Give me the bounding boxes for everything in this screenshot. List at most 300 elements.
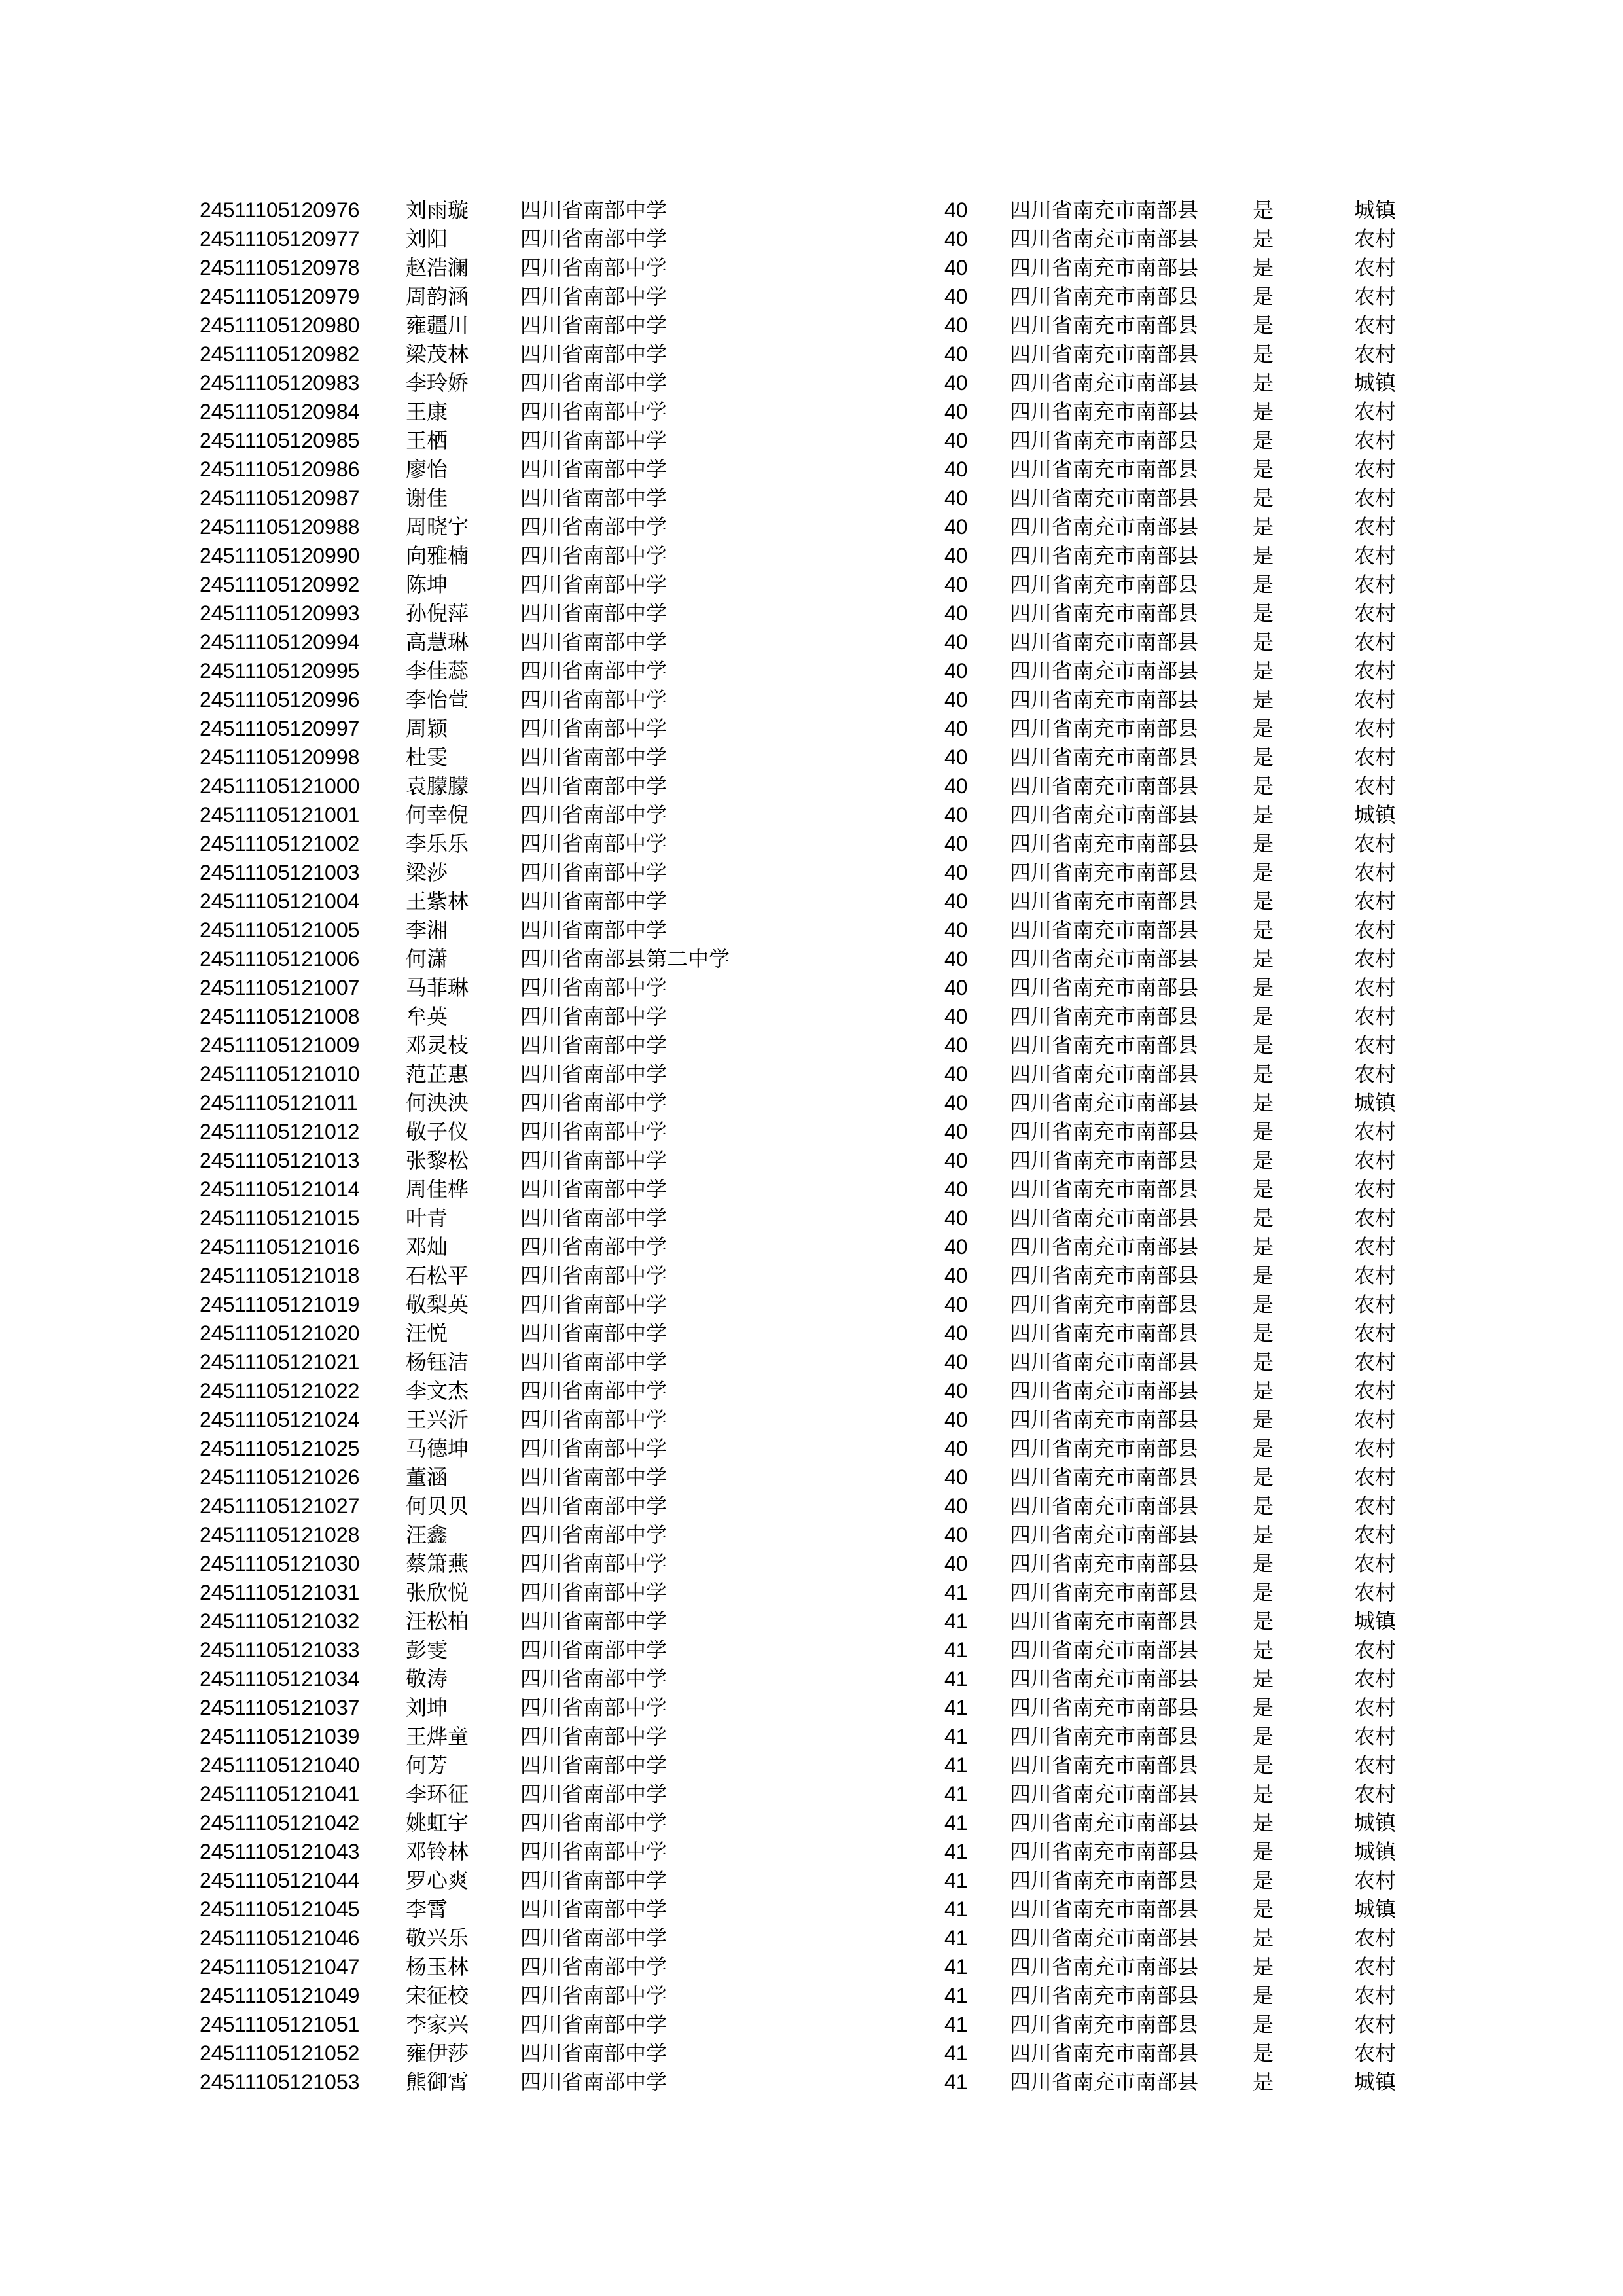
area-type-cell: 城镇 [1354, 371, 1397, 395]
area-type-cell: 农村 [1354, 832, 1397, 855]
student-name-cell: 杨玉林 [406, 1955, 469, 1979]
area-type-cell: 农村 [1354, 1955, 1397, 1979]
student-name-cell: 杜雯 [406, 745, 448, 769]
exam-id-cell: 24511105121027 [200, 1494, 360, 1518]
area-type-cell: 农村 [1354, 1293, 1397, 1316]
area-type-cell: 农村 [1354, 285, 1397, 308]
exam-id-cell: 24511105121021 [200, 1350, 360, 1374]
exam-id-cell: 24511105121049 [200, 1984, 360, 2007]
flag-cell: 是 [1253, 861, 1274, 884]
score-cell: 40 [944, 1033, 968, 1057]
roster-body [200, 196, 1419, 2096]
flag-cell: 是 [1253, 1552, 1274, 1575]
student-name-cell: 刘坤 [406, 1696, 448, 1719]
region-cell: 四川省南充市南部县 [1010, 1379, 1199, 1403]
school-cell: 四川省南部中学 [520, 861, 668, 884]
exam-id-cell: 24511105121051 [200, 2013, 360, 2036]
school-cell: 四川省南部中学 [520, 1149, 668, 1172]
student-name-cell: 梁茂林 [406, 342, 469, 366]
school-cell: 四川省南部中学 [520, 1379, 668, 1403]
area-type-cell: 农村 [1354, 573, 1397, 596]
table-row [200, 484, 1419, 512]
area-type-cell: 农村 [1354, 1984, 1397, 2007]
flag-cell: 是 [1253, 1206, 1274, 1230]
area-type-cell: 城镇 [1354, 1091, 1397, 1115]
student-name-cell: 李家兴 [406, 2013, 469, 2036]
score-cell: 41 [944, 2070, 968, 2094]
table-row [200, 397, 1419, 426]
school-cell: 四川省南部中学 [520, 1667, 668, 1691]
area-type-cell: 农村 [1354, 1321, 1397, 1345]
score-cell: 41 [944, 1926, 968, 1950]
region-cell: 四川省南充市南部县 [1010, 1321, 1199, 1345]
area-type-cell: 农村 [1354, 457, 1397, 481]
score-cell: 40 [944, 918, 968, 942]
school-cell: 四川省南部中学 [520, 573, 668, 596]
table-row [200, 1492, 1419, 1520]
exam-id-cell: 24511105121024 [200, 1408, 360, 1431]
score-cell: 40 [944, 1177, 968, 1201]
flag-cell: 是 [1253, 1264, 1274, 1287]
region-cell: 四川省南充市南部县 [1010, 1033, 1199, 1057]
flag-cell: 是 [1253, 1235, 1274, 1259]
school-cell: 四川省南部县第二中学 [520, 947, 730, 971]
exam-id-cell: 24511105120978 [200, 256, 360, 279]
score-cell: 40 [944, 861, 968, 884]
flag-cell: 是 [1253, 1638, 1274, 1662]
student-name-cell: 向雅楠 [406, 544, 469, 567]
table-row [200, 2039, 1419, 2068]
flag-cell: 是 [1253, 1177, 1274, 1201]
flag-cell: 是 [1253, 832, 1274, 855]
student-name-cell: 周韵涵 [406, 285, 469, 308]
flag-cell: 是 [1253, 1609, 1274, 1633]
table-row [200, 1060, 1419, 1088]
school-cell: 四川省南部中学 [520, 1408, 668, 1431]
table-row [200, 944, 1419, 973]
region-cell: 四川省南充市南部县 [1010, 1581, 1199, 1604]
table-row [200, 1722, 1419, 1751]
exam-id-cell: 24511105120996 [200, 688, 360, 711]
student-name-cell: 高慧琳 [406, 630, 469, 654]
score-cell: 40 [944, 1437, 968, 1460]
exam-id-cell: 24511105121022 [200, 1379, 360, 1403]
school-cell: 四川省南部中学 [520, 1177, 668, 1201]
flag-cell: 是 [1253, 198, 1274, 222]
exam-id-cell: 24511105121040 [200, 1753, 360, 1777]
school-cell: 四川省南部中学 [520, 371, 668, 395]
region-cell: 四川省南充市南部县 [1010, 1753, 1199, 1777]
score-cell: 40 [944, 1206, 968, 1230]
exam-id-cell: 24511105120997 [200, 717, 360, 740]
flag-cell: 是 [1253, 515, 1274, 539]
student-name-cell: 马菲琳 [406, 976, 469, 999]
exam-id-cell: 24511105121007 [200, 976, 360, 999]
flag-cell: 是 [1253, 227, 1274, 251]
student-name-cell: 梁莎 [406, 861, 448, 884]
school-cell: 四川省南部中学 [520, 1609, 668, 1633]
flag-cell: 是 [1253, 918, 1274, 942]
table-row [200, 253, 1419, 282]
table-row [200, 1117, 1419, 1146]
table-row [200, 772, 1419, 800]
score-cell: 41 [944, 1897, 968, 1921]
table-row [200, 1924, 1419, 1952]
region-cell: 四川省南充市南部县 [1010, 1062, 1199, 1086]
school-cell: 四川省南部中学 [520, 803, 668, 827]
score-cell: 41 [944, 2041, 968, 2065]
student-name-cell: 敬兴乐 [406, 1926, 469, 1950]
student-name-cell: 谢佳 [406, 486, 448, 510]
student-name-cell: 马德坤 [406, 1437, 469, 1460]
flag-cell: 是 [1253, 1062, 1274, 1086]
exam-id-cell: 24511105120984 [200, 400, 360, 423]
region-cell: 四川省南充市南部县 [1010, 1782, 1199, 1806]
student-name-cell: 邓铃林 [406, 1840, 469, 1863]
school-cell: 四川省南部中学 [520, 1206, 668, 1230]
exam-id-cell: 24511105121045 [200, 1897, 360, 1921]
area-type-cell: 城镇 [1354, 1609, 1397, 1633]
score-cell: 40 [944, 1062, 968, 1086]
exam-id-cell: 24511105121019 [200, 1293, 360, 1316]
score-cell: 41 [944, 1581, 968, 1604]
exam-id-cell: 24511105121003 [200, 861, 360, 884]
score-cell: 40 [944, 745, 968, 769]
student-name-cell: 何贝贝 [406, 1494, 469, 1518]
student-name-cell: 雍伊莎 [406, 2041, 469, 2065]
score-cell: 40 [944, 544, 968, 567]
school-cell: 四川省南部中学 [520, 515, 668, 539]
score-cell: 40 [944, 342, 968, 366]
flag-cell: 是 [1253, 1120, 1274, 1143]
exam-id-cell: 24511105121044 [200, 1869, 360, 1892]
score-cell: 40 [944, 889, 968, 913]
table-row [200, 714, 1419, 743]
exam-id-cell: 24511105121030 [200, 1552, 360, 1575]
school-cell: 四川省南部中学 [520, 1552, 668, 1575]
area-type-cell: 农村 [1354, 688, 1397, 711]
table-row [200, 1895, 1419, 1924]
student-name-cell: 汪鑫 [406, 1523, 448, 1547]
region-cell: 四川省南充市南部县 [1010, 429, 1199, 452]
exam-id-cell: 24511105121039 [200, 1725, 360, 1748]
region-cell: 四川省南充市南部县 [1010, 1264, 1199, 1287]
area-type-cell: 农村 [1354, 1408, 1397, 1431]
region-cell: 四川省南充市南部县 [1010, 947, 1199, 971]
student-name-cell: 周佳桦 [406, 1177, 469, 1201]
student-name-cell: 牟英 [406, 1005, 448, 1028]
area-type-cell: 农村 [1354, 342, 1397, 366]
flag-cell: 是 [1253, 1926, 1274, 1950]
school-cell: 四川省南部中学 [520, 544, 668, 567]
school-cell: 四川省南部中学 [520, 1293, 668, 1316]
flag-cell: 是 [1253, 1725, 1274, 1748]
student-name-cell: 廖怡 [406, 457, 448, 481]
flag-cell: 是 [1253, 1984, 1274, 2007]
region-cell: 四川省南充市南部县 [1010, 918, 1199, 942]
flag-cell: 是 [1253, 342, 1274, 366]
student-name-cell: 叶青 [406, 1206, 448, 1230]
area-type-cell: 农村 [1354, 918, 1397, 942]
school-cell: 四川省南部中学 [520, 256, 668, 279]
score-cell: 40 [944, 630, 968, 654]
exam-id-cell: 24511105121028 [200, 1523, 360, 1547]
score-cell: 40 [944, 1408, 968, 1431]
exam-id-cell: 24511105120995 [200, 659, 360, 683]
exam-id-cell: 24511105121002 [200, 832, 360, 855]
score-cell: 41 [944, 1696, 968, 1719]
student-name-cell: 赵浩澜 [406, 256, 469, 279]
score-cell: 41 [944, 1609, 968, 1633]
table-row [200, 1578, 1419, 1607]
area-type-cell: 农村 [1354, 256, 1397, 279]
region-cell: 四川省南充市南部县 [1010, 1926, 1199, 1950]
student-name-cell: 李环征 [406, 1782, 469, 1806]
area-type-cell: 农村 [1354, 1235, 1397, 1259]
table-row [200, 1261, 1419, 1290]
score-cell: 41 [944, 1753, 968, 1777]
school-cell: 四川省南部中学 [520, 889, 668, 913]
student-name-cell: 李乐乐 [406, 832, 469, 855]
student-name-cell: 何泱泱 [406, 1091, 469, 1115]
school-cell: 四川省南部中学 [520, 1062, 668, 1086]
school-cell: 四川省南部中学 [520, 1437, 668, 1460]
region-cell: 四川省南充市南部县 [1010, 1293, 1199, 1316]
table-row [200, 1376, 1419, 1405]
area-type-cell: 农村 [1354, 1753, 1397, 1777]
exam-id-cell: 24511105120983 [200, 371, 360, 395]
exam-id-cell: 24511105120987 [200, 486, 360, 510]
flag-cell: 是 [1253, 1465, 1274, 1489]
exam-id-cell: 24511105121009 [200, 1033, 360, 1057]
table-row [200, 340, 1419, 368]
school-cell: 四川省南部中学 [520, 1984, 668, 2007]
area-type-cell: 农村 [1354, 1725, 1397, 1748]
exam-id-cell: 24511105121018 [200, 1264, 360, 1287]
score-cell: 41 [944, 1638, 968, 1662]
flag-cell: 是 [1253, 400, 1274, 423]
school-cell: 四川省南部中学 [520, 659, 668, 683]
table-row [200, 685, 1419, 714]
student-name-cell: 张欣悦 [406, 1581, 469, 1604]
region-cell: 四川省南充市南部县 [1010, 457, 1199, 481]
score-cell: 40 [944, 601, 968, 625]
region-cell: 四川省南充市南部县 [1010, 1437, 1199, 1460]
score-cell: 41 [944, 1840, 968, 1863]
area-type-cell: 城镇 [1354, 803, 1397, 827]
school-cell: 四川省南部中学 [520, 1235, 668, 1259]
exam-id-cell: 24511105121001 [200, 803, 360, 827]
exam-id-cell: 24511105120993 [200, 601, 360, 625]
area-type-cell: 农村 [1354, 227, 1397, 251]
score-cell: 40 [944, 1494, 968, 1518]
school-cell: 四川省南部中学 [520, 314, 668, 337]
area-type-cell: 农村 [1354, 1696, 1397, 1719]
school-cell: 四川省南部中学 [520, 601, 668, 625]
score-cell: 41 [944, 2013, 968, 2036]
school-cell: 四川省南部中学 [520, 1091, 668, 1115]
table-row [200, 916, 1419, 944]
school-cell: 四川省南部中学 [520, 285, 668, 308]
school-cell: 四川省南部中学 [520, 1753, 668, 1777]
table-row [200, 455, 1419, 484]
flag-cell: 是 [1253, 1523, 1274, 1547]
score-cell: 41 [944, 1984, 968, 2007]
area-type-cell: 农村 [1354, 717, 1397, 740]
table-row [200, 1405, 1419, 1434]
school-cell: 四川省南部中学 [520, 1811, 668, 1835]
exam-id-cell: 24511105121041 [200, 1782, 360, 1806]
score-cell: 40 [944, 1552, 968, 1575]
flag-cell: 是 [1253, 717, 1274, 740]
exam-id-cell: 24511105120990 [200, 544, 360, 567]
school-cell: 四川省南部中学 [520, 832, 668, 855]
area-type-cell: 农村 [1354, 1005, 1397, 1028]
table-row [200, 628, 1419, 656]
score-cell: 40 [944, 774, 968, 798]
score-cell: 40 [944, 1091, 968, 1115]
flag-cell: 是 [1253, 429, 1274, 452]
region-cell: 四川省南充市南部县 [1010, 774, 1199, 798]
exam-id-cell: 24511105121042 [200, 1811, 360, 1835]
flag-cell: 是 [1253, 1293, 1274, 1316]
flag-cell: 是 [1253, 1437, 1274, 1460]
table-row [200, 512, 1419, 541]
table-row [200, 599, 1419, 628]
region-cell: 四川省南充市南部县 [1010, 1350, 1199, 1374]
table-row [200, 1808, 1419, 1837]
region-cell: 四川省南充市南部县 [1010, 285, 1199, 308]
score-cell: 40 [944, 832, 968, 855]
flag-cell: 是 [1253, 457, 1274, 481]
school-cell: 四川省南部中学 [520, 1494, 668, 1518]
score-cell: 40 [944, 1465, 968, 1489]
table-row [200, 973, 1419, 1002]
area-type-cell: 农村 [1354, 1033, 1397, 1057]
school-cell: 四川省南部中学 [520, 1955, 668, 1979]
table-row [200, 1780, 1419, 1808]
exam-id-cell: 24511105120986 [200, 457, 360, 481]
table-row [200, 743, 1419, 772]
school-cell: 四川省南部中学 [520, 1638, 668, 1662]
score-cell: 40 [944, 717, 968, 740]
student-name-cell: 周晓宇 [406, 515, 469, 539]
student-name-cell: 熊御霄 [406, 2070, 469, 2094]
area-type-cell: 农村 [1354, 486, 1397, 510]
student-name-cell: 何芳 [406, 1753, 448, 1777]
exam-id-cell: 24511105121031 [200, 1581, 360, 1604]
flag-cell: 是 [1253, 803, 1274, 827]
region-cell: 四川省南充市南部县 [1010, 1609, 1199, 1633]
flag-cell: 是 [1253, 285, 1274, 308]
exam-id-cell: 24511105121037 [200, 1696, 360, 1719]
student-name-cell: 宋征校 [406, 1984, 469, 2007]
student-name-cell: 王栖 [406, 429, 448, 452]
area-type-cell: 农村 [1354, 976, 1397, 999]
score-cell: 40 [944, 227, 968, 251]
region-cell: 四川省南充市南部县 [1010, 1465, 1199, 1489]
region-cell: 四川省南充市南部县 [1010, 803, 1199, 827]
region-cell: 四川省南充市南部县 [1010, 227, 1199, 251]
exam-id-cell: 24511105121025 [200, 1437, 360, 1460]
region-cell: 四川省南充市南部县 [1010, 832, 1199, 855]
student-name-cell: 敬梨英 [406, 1293, 469, 1316]
school-cell: 四川省南部中学 [520, 1897, 668, 1921]
score-cell: 40 [944, 486, 968, 510]
school-cell: 四川省南部中学 [520, 1523, 668, 1547]
table-row [200, 1290, 1419, 1319]
score-cell: 40 [944, 947, 968, 971]
table-row [200, 1002, 1419, 1031]
flag-cell: 是 [1253, 1753, 1274, 1777]
exam-id-cell: 24511105121016 [200, 1235, 360, 1259]
area-type-cell: 农村 [1354, 1350, 1397, 1374]
school-cell: 四川省南部中学 [520, 486, 668, 510]
region-cell: 四川省南充市南部县 [1010, 745, 1199, 769]
flag-cell: 是 [1253, 1782, 1274, 1806]
region-cell: 四川省南充市南部县 [1010, 1091, 1199, 1115]
school-cell: 四川省南部中学 [520, 1840, 668, 1863]
score-cell: 40 [944, 371, 968, 395]
flag-cell: 是 [1253, 544, 1274, 567]
table-row [200, 1520, 1419, 1549]
region-cell: 四川省南充市南部县 [1010, 688, 1199, 711]
school-cell: 四川省南部中学 [520, 1465, 668, 1489]
area-type-cell: 农村 [1354, 1494, 1397, 1518]
student-name-cell: 袁朦朦 [406, 774, 469, 798]
school-cell: 四川省南部中学 [520, 342, 668, 366]
table-row [200, 887, 1419, 916]
student-name-cell: 孙倪萍 [406, 601, 469, 625]
student-name-cell: 石松平 [406, 1264, 469, 1287]
exam-id-cell: 24511105121011 [200, 1091, 359, 1115]
student-name-cell: 陈坤 [406, 573, 448, 596]
student-name-cell: 王紫林 [406, 889, 469, 913]
student-name-cell: 雍疆川 [406, 314, 469, 337]
flag-cell: 是 [1253, 2013, 1274, 2036]
area-type-cell: 农村 [1354, 947, 1397, 971]
table-row [200, 1751, 1419, 1780]
flag-cell: 是 [1253, 1321, 1274, 1345]
exam-id-cell: 24511105120994 [200, 630, 360, 654]
area-type-cell: 农村 [1354, 1638, 1397, 1662]
area-type-cell: 农村 [1354, 630, 1397, 654]
score-cell: 40 [944, 1321, 968, 1345]
region-cell: 四川省南充市南部县 [1010, 2070, 1199, 2094]
region-cell: 四川省南充市南部县 [1010, 573, 1199, 596]
area-type-cell: 农村 [1354, 515, 1397, 539]
school-cell: 四川省南部中学 [520, 717, 668, 740]
region-cell: 四川省南充市南部县 [1010, 1005, 1199, 1028]
school-cell: 四川省南部中学 [520, 1005, 668, 1028]
flag-cell: 是 [1253, 1869, 1274, 1892]
score-cell: 41 [944, 1782, 968, 1806]
score-cell: 40 [944, 285, 968, 308]
school-cell: 四川省南部中学 [520, 1264, 668, 1287]
table-row [200, 2068, 1419, 2096]
student-name-cell: 张黎松 [406, 1149, 469, 1172]
table-row [200, 1088, 1419, 1117]
table-row [200, 1952, 1419, 1981]
area-type-cell: 农村 [1354, 861, 1397, 884]
score-cell: 40 [944, 1264, 968, 1287]
flag-cell: 是 [1253, 745, 1274, 769]
region-cell: 四川省南充市南部县 [1010, 314, 1199, 337]
flag-cell: 是 [1253, 659, 1274, 683]
area-type-cell: 农村 [1354, 1206, 1397, 1230]
table-row [200, 311, 1419, 340]
region-cell: 四川省南充市南部县 [1010, 717, 1199, 740]
